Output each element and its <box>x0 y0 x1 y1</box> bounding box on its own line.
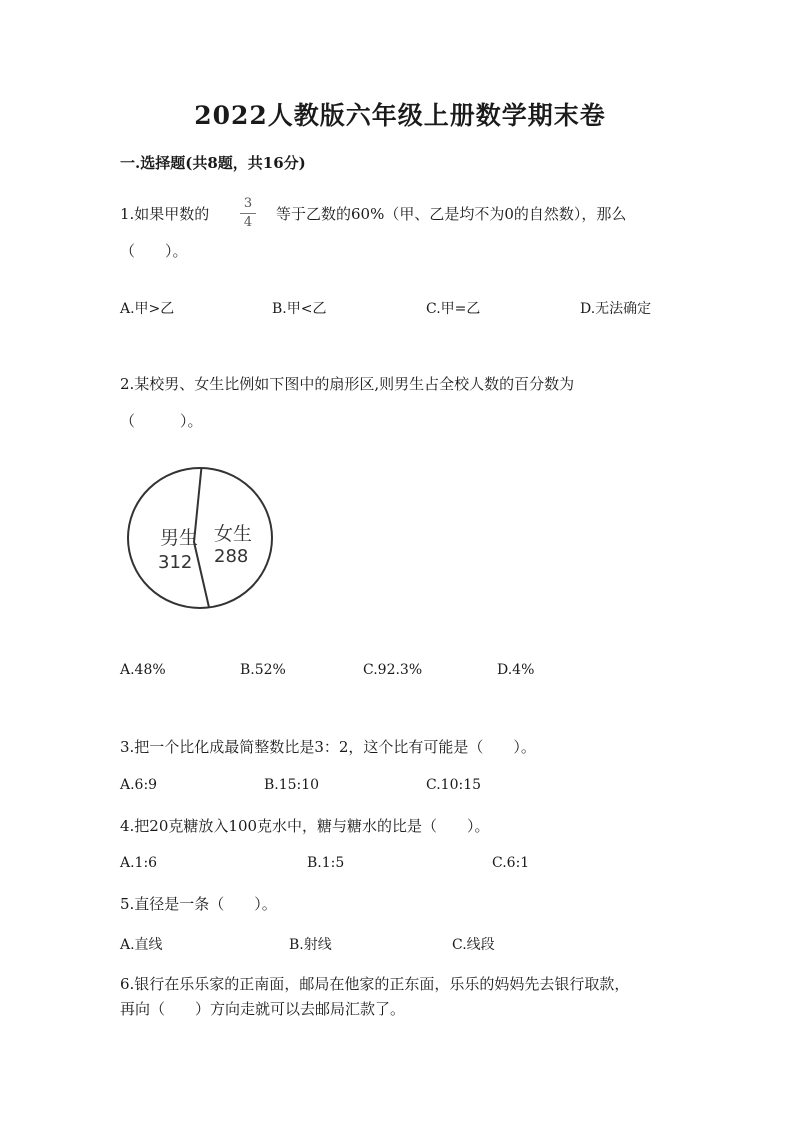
pie-chart <box>124 466 284 616</box>
question-4-option-b[interactable]: B.1:5 <box>307 855 345 871</box>
question-3-option-b[interactable]: B.15:10 <box>264 777 320 793</box>
question-2-stem-c: （ ）。 <box>120 412 203 430</box>
fraction-denominator: 4 <box>243 215 253 230</box>
slice-value-boys: 312 <box>158 552 193 573</box>
question-5-option-b[interactable]: B.射线 <box>289 937 332 953</box>
question-1-option-c[interactable]: C.甲=乙 <box>426 301 481 317</box>
question-1-option-a[interactable]: A.甲>乙 <box>120 301 175 317</box>
slice-value-girls: 288 <box>214 546 249 567</box>
question-3-option-a[interactable]: A.6:9 <box>120 777 158 793</box>
question-2-option-d[interactable]: D.4% <box>497 662 535 678</box>
slice-label-girls: 女生 <box>214 523 253 545</box>
question-3-option-c[interactable]: C.10:15 <box>426 777 482 793</box>
question-3-stem: 3.把一个比化成最简整数比是3：2，这个比有可能是（ ）。 <box>120 738 536 756</box>
fraction-numerator: 3 <box>243 196 253 211</box>
question-4-option-a[interactable]: A.1:6 <box>120 855 158 871</box>
question-2-stem-a: 2.某校男、女生比例如下图中的扇形区,则男生占全校人数的百分数为 <box>120 375 575 393</box>
question-2-option-c[interactable]: C.92.3% <box>363 662 423 678</box>
question-1-stem-c: （ ）。 <box>120 242 188 260</box>
question-5-stem: 5.直径是一条（ ）。 <box>120 895 277 913</box>
question-1-stem-a: 1.如果甲数的 <box>120 205 210 223</box>
question-6-stem-a: 6.银行在乐乐家的正南面，邮局在他家的正东面，乐乐的妈妈先去银行取款， <box>120 975 630 993</box>
question-4-stem: 4.把20克糖放入100克水中，糖与糖水的比是（ ）。 <box>120 817 490 835</box>
slice-label-boys: 男生 <box>160 527 199 549</box>
section-heading: 一.选择题(共8题，共16分) <box>120 154 306 172</box>
question-1-fraction <box>238 196 258 231</box>
question-2-option-a[interactable]: A.48% <box>120 662 166 678</box>
question-1-stem-b: 等于乙数的60%（甲、乙是均不为0的自然数），那么 <box>276 205 627 223</box>
fraction-bar <box>240 213 256 214</box>
question-2-option-b[interactable]: B.52% <box>240 662 286 678</box>
question-4-option-c[interactable]: C.6:1 <box>492 855 530 871</box>
page-title: 2022人教版六年级上册数学期末卷 <box>194 101 606 130</box>
question-5-option-c[interactable]: C.线段 <box>452 937 495 953</box>
question-1-option-d[interactable]: D.无法确定 <box>580 301 652 317</box>
question-6-stem-c: 再向（ ）方向走就可以去邮局汇款了。 <box>120 1000 406 1018</box>
question-5-option-a[interactable]: A.直线 <box>120 937 163 953</box>
question-1-option-b[interactable]: B.甲<乙 <box>272 301 327 317</box>
